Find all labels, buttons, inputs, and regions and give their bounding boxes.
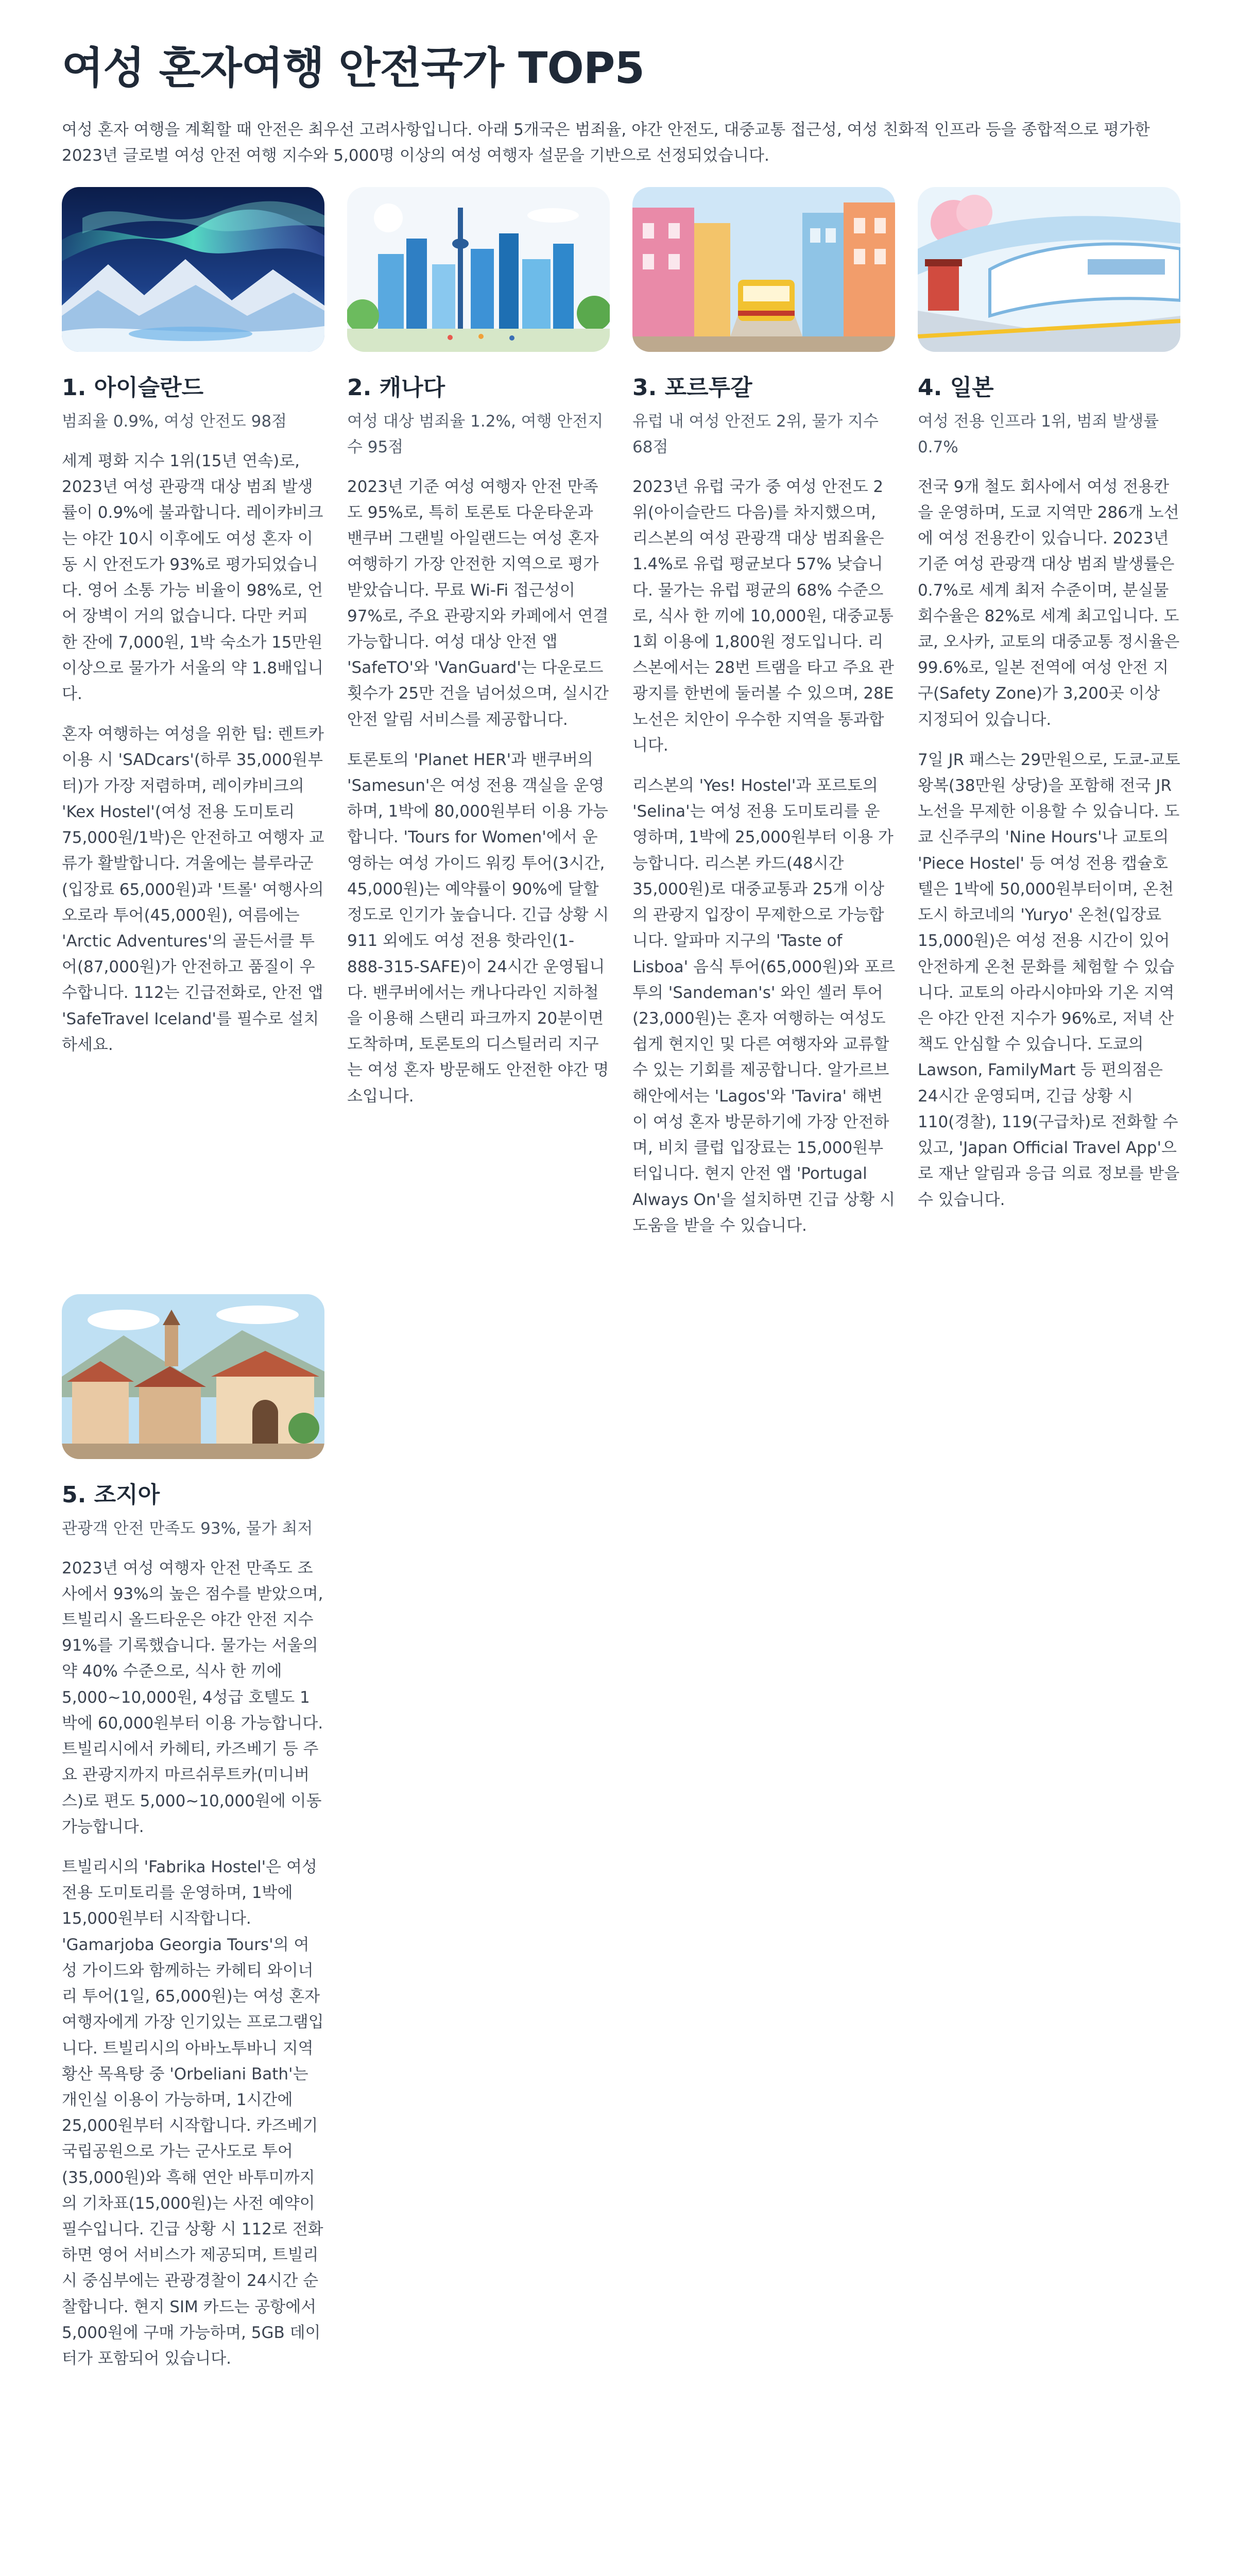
country-paragraph: 혼자 여행하는 여성을 위한 팁: 렌트카 이용 시 'SADcars'(하루 35,000원부터)가 가장 저렴하며, 레이캬비크의 'Kex Hostel'(여성 전용 도미토리 75,000원/1박)은 안전하고 여행자 교류가 활발합니다. 겨울에는 블루라군(입장료 65,000원)과 '트롤' 여행사의 오로라 투어(45,000원), 여름에는 'Arctic Adventures'의 골든서클 투어(87,000원)가 안전하고 품질이 우수합니다. 112는 긴급전화로, 안전 앱 'SafeTravel Iceland'를 필수로 설치하세요. (62, 725, 324, 1054)
country-title: 2. 캐나다 (347, 375, 445, 401)
country-subtitle: 유럽 내 여성 안전도 2위, 물가 지수 68점 (632, 412, 879, 457)
country-paragraph: 2023년 기준 여성 여행자 안전 만족도 95%로, 특히 토론토 다운타운과 밴쿠버 그랜빌 아일랜드는 여성 혼자 여행하기 가장 안전한 지역으로 평가받았습니다. 무료 Wi-Fi 접근성이 97%로, 주요 관광지와 카페에서 연결 가능합니다. 여성 대상 안전 앱 'SafeTO'와 'VanGuard'는 다운로드 횟수가 25만 건을 넘어섰으며, 실시간 안전 알림 서비스를 제공합니다. (347, 477, 609, 729)
country-paragraph: 전국 9개 철도 회사에서 여성 전용칸을 운영하며, 도쿄 지역만 286개 노선에 여성 전용칸이 있습니다. 2023년 기준 여성 관광객 대상 범죄 발생률은 0.7%로 세계 최저 수준이며, 분실물 회수율은 82%로 세계 최고입니다. 도쿄, 오사카, 교토의 대중교통 정시율은 99.6%로, 일본 전역에 여성 안전 지구(Safety Zone)가 3,200곳 이상 지정되어 있습니다. (918, 477, 1180, 729)
country-paragraph: 7일 JR 패스는 29만원으로, 도쿄-교토 왕복(38만원 상당)을 포함해 전국 JR 노선을 무제한 이용할 수 있습니다. 도쿄 신주쿠의 'Nine Hours'나 교토의 'Piece Hostel' 등 여성 전용 캡슐호텔은 1박에 50,000원부터이며, 온천 도시 하코네의 'Yuryo' 온천(입장료 15,000원)은 여성 전용 시간이 있어 안전하게 온천 문화를 체험할 수 있습니다. 교토의 아라시야마와 기온 지역은 야간 안전 지수가 96%로, 저녁 산책도 안심할 수 있습니다. 도쿄의 Lawson, FamilyMart 등 편의점은 24시간 운영되며, 긴급 상황 시 110(경찰), 119(구급차)로 전화할 수 있고, 'Japan Official Travel App'으로 재난 알림과 응급 의료 정보를 받을 수 있습니다. (918, 750, 1180, 1209)
aurora-landscape-illustration (62, 187, 324, 352)
country-card-canada (347, 187, 610, 1253)
train-station-image (918, 187, 1180, 352)
country-paragraph: 2023년 여성 여행자 안전 만족도 조사에서 93%의 높은 점수를 받았으며, 트빌리시 올드타운은 야간 안전 지수 91%를 기록했습니다. 물가는 서울의 약 40% 수준으로, 식사 한 끼에 5,000~10,000원, 4성급 호텔도 1박에 60,000원부터 이용 가능합니다. 트빌리시에서 카헤티, 카즈베기 등 주요 관광지까지 마르쉬루트카(미니버스)로 편도 5,000~10,000원에 이동 가능합니다. (62, 1558, 323, 1836)
old-town-illustration (62, 1294, 324, 1459)
page-title: 여성 혼자여행 안전국가 TOP5 (62, 43, 644, 93)
country-paragraph: 세계 평화 지수 1위(15년 연속)로, 2023년 여성 관광객 대상 범죄 발생률이 0.9%에 불과합니다. 레이캬비크는 야간 10시 이후에도 여성 혼자 이동 시 안전도가 93%로 평가되었습니다. 영어 소통 가능 비율이 98%로, 언어 장벽이 거의 없습니다. 다만 커피 한 잔에 7,000원, 1박 숙소가 15만원 이상으로 물가가 서울의 약 1.8배입니다. (62, 452, 323, 703)
country-subtitle: 관광객 안전 만족도 93%, 물가 최저 (62, 1519, 313, 1538)
country-paragraph: 2023년 유럽 국가 중 여성 안전도 2위(아이슬란드 다음)를 차지했으며, 리스본의 여성 관광객 대상 범죄율은 1.4%로 유럽 평균보다 57% 낮습니다. 물가는 유럽 평균의 68% 수준으로, 식사 한 끼에 10,000원, 대중교통 1회 이용에 1,800원 정도입니다. 리스본에서는 28번 트램을 타고 주요 관광지를 한번에 둘러볼 수 있으며, 28E 노선은 치안이 우수한 지역을 통과합니다. (632, 477, 894, 755)
country-card-iceland (62, 187, 324, 1253)
tram-street-image (632, 187, 895, 352)
country-subtitle: 여성 대상 범죄율 1.2%, 여행 안전지수 95점 (347, 412, 604, 457)
train-station-illustration (918, 187, 1180, 352)
country-subtitle: 범죄율 0.9%, 여성 안전도 98점 (62, 412, 287, 431)
old-town-image (62, 1294, 324, 1459)
country-subtitle: 여성 전용 인프라 1위, 범죄 발생률 0.7% (918, 412, 1159, 457)
tram-street-illustration (632, 187, 895, 352)
country-card-japan (918, 187, 1180, 1253)
intro-paragraph: 여성 혼자 여행을 계획할 때 안전은 최우선 고려사항입니다. 아래 5개국은 범죄율, 야간 안전도, 대중교통 접근성, 여성 친화적 인프라 등을 종합적으로 평가한 2023년 글로벌 여성 안전 여행 지수와 5,000명 이상의 여성 여행자 설문을 기반으로 선정되었습니다. (62, 121, 1150, 165)
country-card-georgia (62, 1294, 324, 2386)
country-paragraph: 트빌리시의 'Fabrika Hostel'은 여성 전용 도미토리를 운영하며, 1박에 15,000원부터 시작합니다. 'Gamarjoba Georgia Tours'의 여성 가이드와 함께하는 카헤티 와이너리 투어(1일, 65,000원)는 여성 혼자 여행자에게 가장 인기있는 프로그램입니다. 트빌리시의 아바노투바니 지역 황산 목욕탕 중 'Orbeliani Bath'는 개인실 이용이 가능하며, 1시간에 25,000원부터 시작합니다. 카즈베기 국립공원으로 가는 군사도로 투어(35,000원)와 흑해 연안 바투미까지의 기차표(15,000원)는 사전 예약이 필수입니다. 긴급 상황 시 112로 전화하면 영어 서비스가 제공되며, 트빌리시 중심부에는 관광경찰이 24시간 순찰합니다. 현지 SIM 카드는 공항에서 5,000원에 구매 가능하며, 5GB 데이터가 포함되어 있습니다. (62, 1857, 324, 2368)
country-paragraph: 토론토의 'Planet HER'과 밴쿠버의 'Samesun'은 여성 전용 객실을 운영하며, 1박에 80,000원부터 이용 가능합니다. 'Tours for Women'에서 운영하는 여성 가이드 워킹 투어(3시간, 45,000원)는 예약률이 90%에 달할 정도로 인기가 높습니다. 긴급 상황 시 911 외에도 여성 전용 핫라인(1-888-315-SAFE)이 24시간 운영됩니다. 밴쿠버에서는 캐나다라인 지하철을 이용해 스탠리 파크까지 20분이면 도착하며, 토론토의 디스틸러리 지구는 여성 혼자 방문해도 안전한 야간 명소입니다. (347, 750, 609, 1106)
country-title: 1. 아이슬란드 (62, 375, 204, 401)
document-page (62, 41, 1184, 2386)
country-paragraph: 리스본의 'Yes! Hostel'과 포르토의 'Selina'는 여성 전용 도미토리를 운영하며, 1박에 25,000원부터 이용 가능합니다. 리스본 카드(48시간 35,000원)로 대중교통과 25개 이상의 관광지 입장이 무제한으로 가능합니다. 알파마 지구의 'Taste of Lisboa' 음식 투어(65,000원)와 포르투의 'Sandeman's' 와인 셀러 투어(23,000원)는 혼자 여행하는 여성도 쉽게 현지인 및 다른 여행자와 교류할 수 있는 기회를 제공합니다. 알가르브 해안에서는 'Lagos'와 'Tavira' 해변이 여성 혼자 방문하기에 가장 안전하며, 비치 클럽 입장료는 15,000원부터입니다. 현지 안전 앱 'Portugal Always On'을 설치하면 긴급 상황 시 도움을 받을 수 있습니다. (632, 776, 895, 1235)
country-title: 4. 일본 (918, 375, 994, 401)
country-card-portugal (632, 187, 895, 1253)
city-skyline-illustration (347, 187, 610, 352)
country-title: 5. 조지아 (62, 1481, 160, 1508)
skyline-image (347, 187, 610, 352)
aurora-image (62, 187, 324, 352)
country-title: 3. 포르투갈 (632, 375, 752, 401)
country-grid (62, 187, 1184, 2386)
